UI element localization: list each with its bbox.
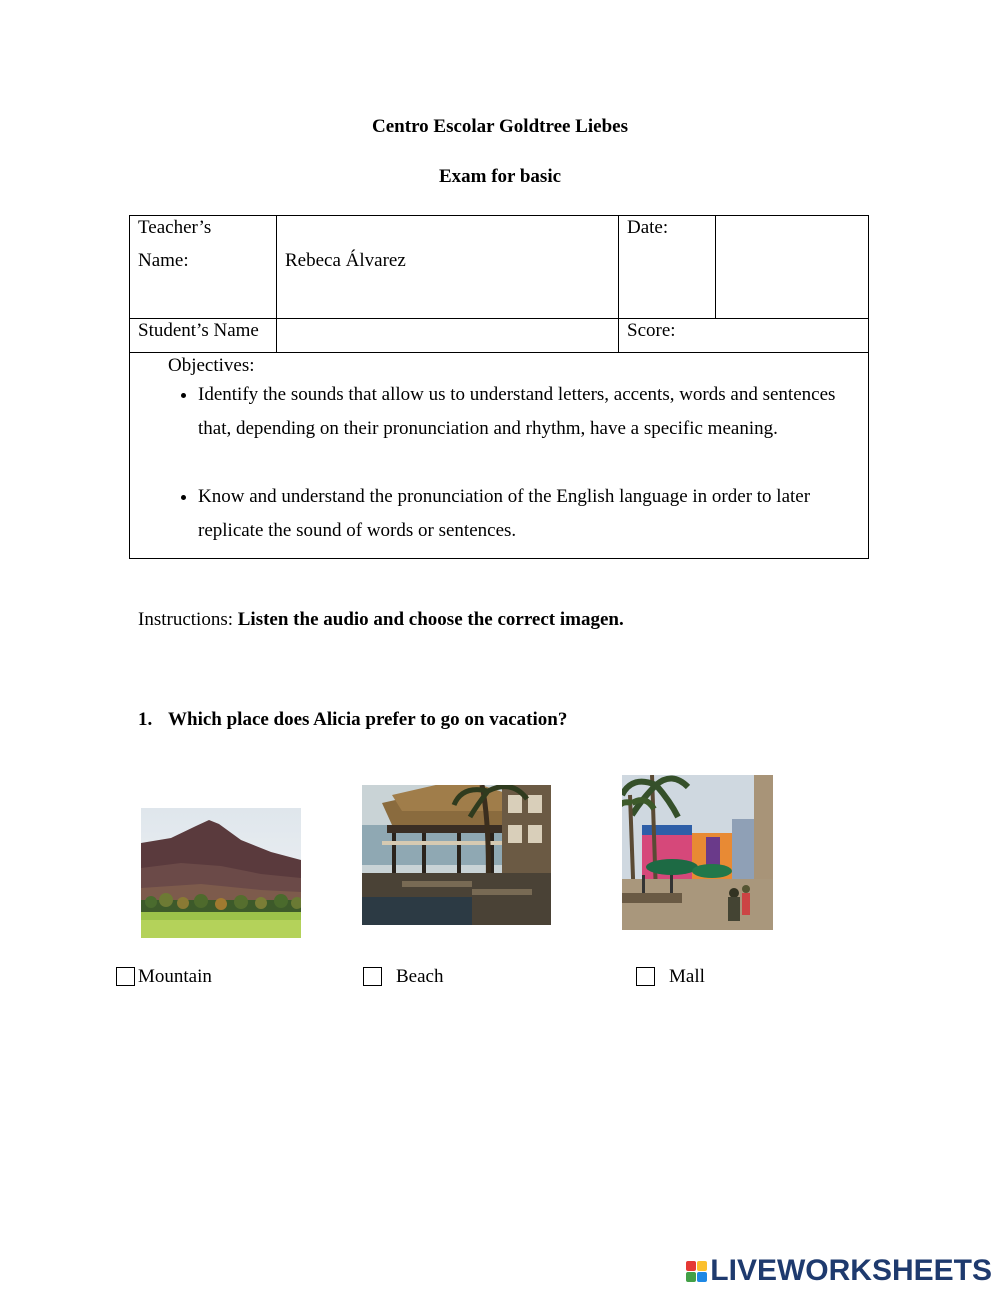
teacher-name-cell — [277, 216, 619, 319]
objective-item: • Identify the sounds that allow us to understand letters, accents, words and sentences that, depending on their pronunciation and rhythm, have a specific meaning. — [198, 378, 868, 446]
date-label-cell — [619, 216, 716, 319]
checkbox-mountain[interactable] — [116, 967, 135, 986]
teacher-label-cell — [130, 216, 277, 319]
student-label: Student’s Name — [138, 320, 259, 341]
student-name-cell[interactable] — [277, 319, 619, 353]
date-label: Date: — [627, 217, 669, 238]
score-label: Score: — [627, 320, 676, 341]
beach-image — [362, 785, 551, 925]
option-label-mall: Mall — [669, 966, 705, 987]
mountain-image-art — [141, 808, 301, 938]
logo-mark-icon — [686, 1261, 707, 1282]
objectives-list — [168, 378, 868, 548]
instructions — [138, 609, 624, 631]
objective-item: • Know and understand the pronunciation of the English language in order to later replicate the sound of words or sentences. — [198, 480, 868, 548]
mall-image — [622, 775, 773, 930]
objectives-label: Objectives: — [168, 355, 255, 376]
objectives-cell — [130, 353, 869, 559]
liveworksheets-logo — [686, 1254, 992, 1288]
instructions-text: Listen the audio and choose the correct imagen. — [237, 609, 624, 630]
date-value-cell[interactable] — [716, 216, 869, 319]
student-label-cell — [130, 319, 277, 353]
option-label-beach: Beach — [396, 966, 444, 987]
mountain-image — [141, 808, 301, 938]
teacher-label-line2: Name: — [138, 250, 189, 271]
beach-image-art — [362, 785, 551, 925]
school-name: Centro Escolar Goldtree Liebes — [372, 116, 628, 137]
instructions-label: Instructions: — [138, 609, 233, 630]
checkbox-mall[interactable] — [636, 967, 655, 986]
mall-image-art — [622, 775, 773, 930]
option-label-mountain: Mountain — [138, 966, 212, 987]
exam-title: Exam for basic — [438, 166, 562, 187]
info-table — [129, 215, 869, 559]
teacher-label-line1: Teacher’s — [138, 217, 212, 238]
question-text: Which place does Alicia prefer to go on vacation? — [168, 709, 568, 730]
question-1 — [138, 709, 567, 731]
score-cell — [619, 319, 869, 353]
teacher-name: Rebeca Álvarez — [285, 250, 406, 271]
logo-text: LIVEWORKSHEETS — [710, 1254, 992, 1287]
question-number: 1. — [138, 709, 153, 730]
checkbox-beach[interactable] — [363, 967, 382, 986]
